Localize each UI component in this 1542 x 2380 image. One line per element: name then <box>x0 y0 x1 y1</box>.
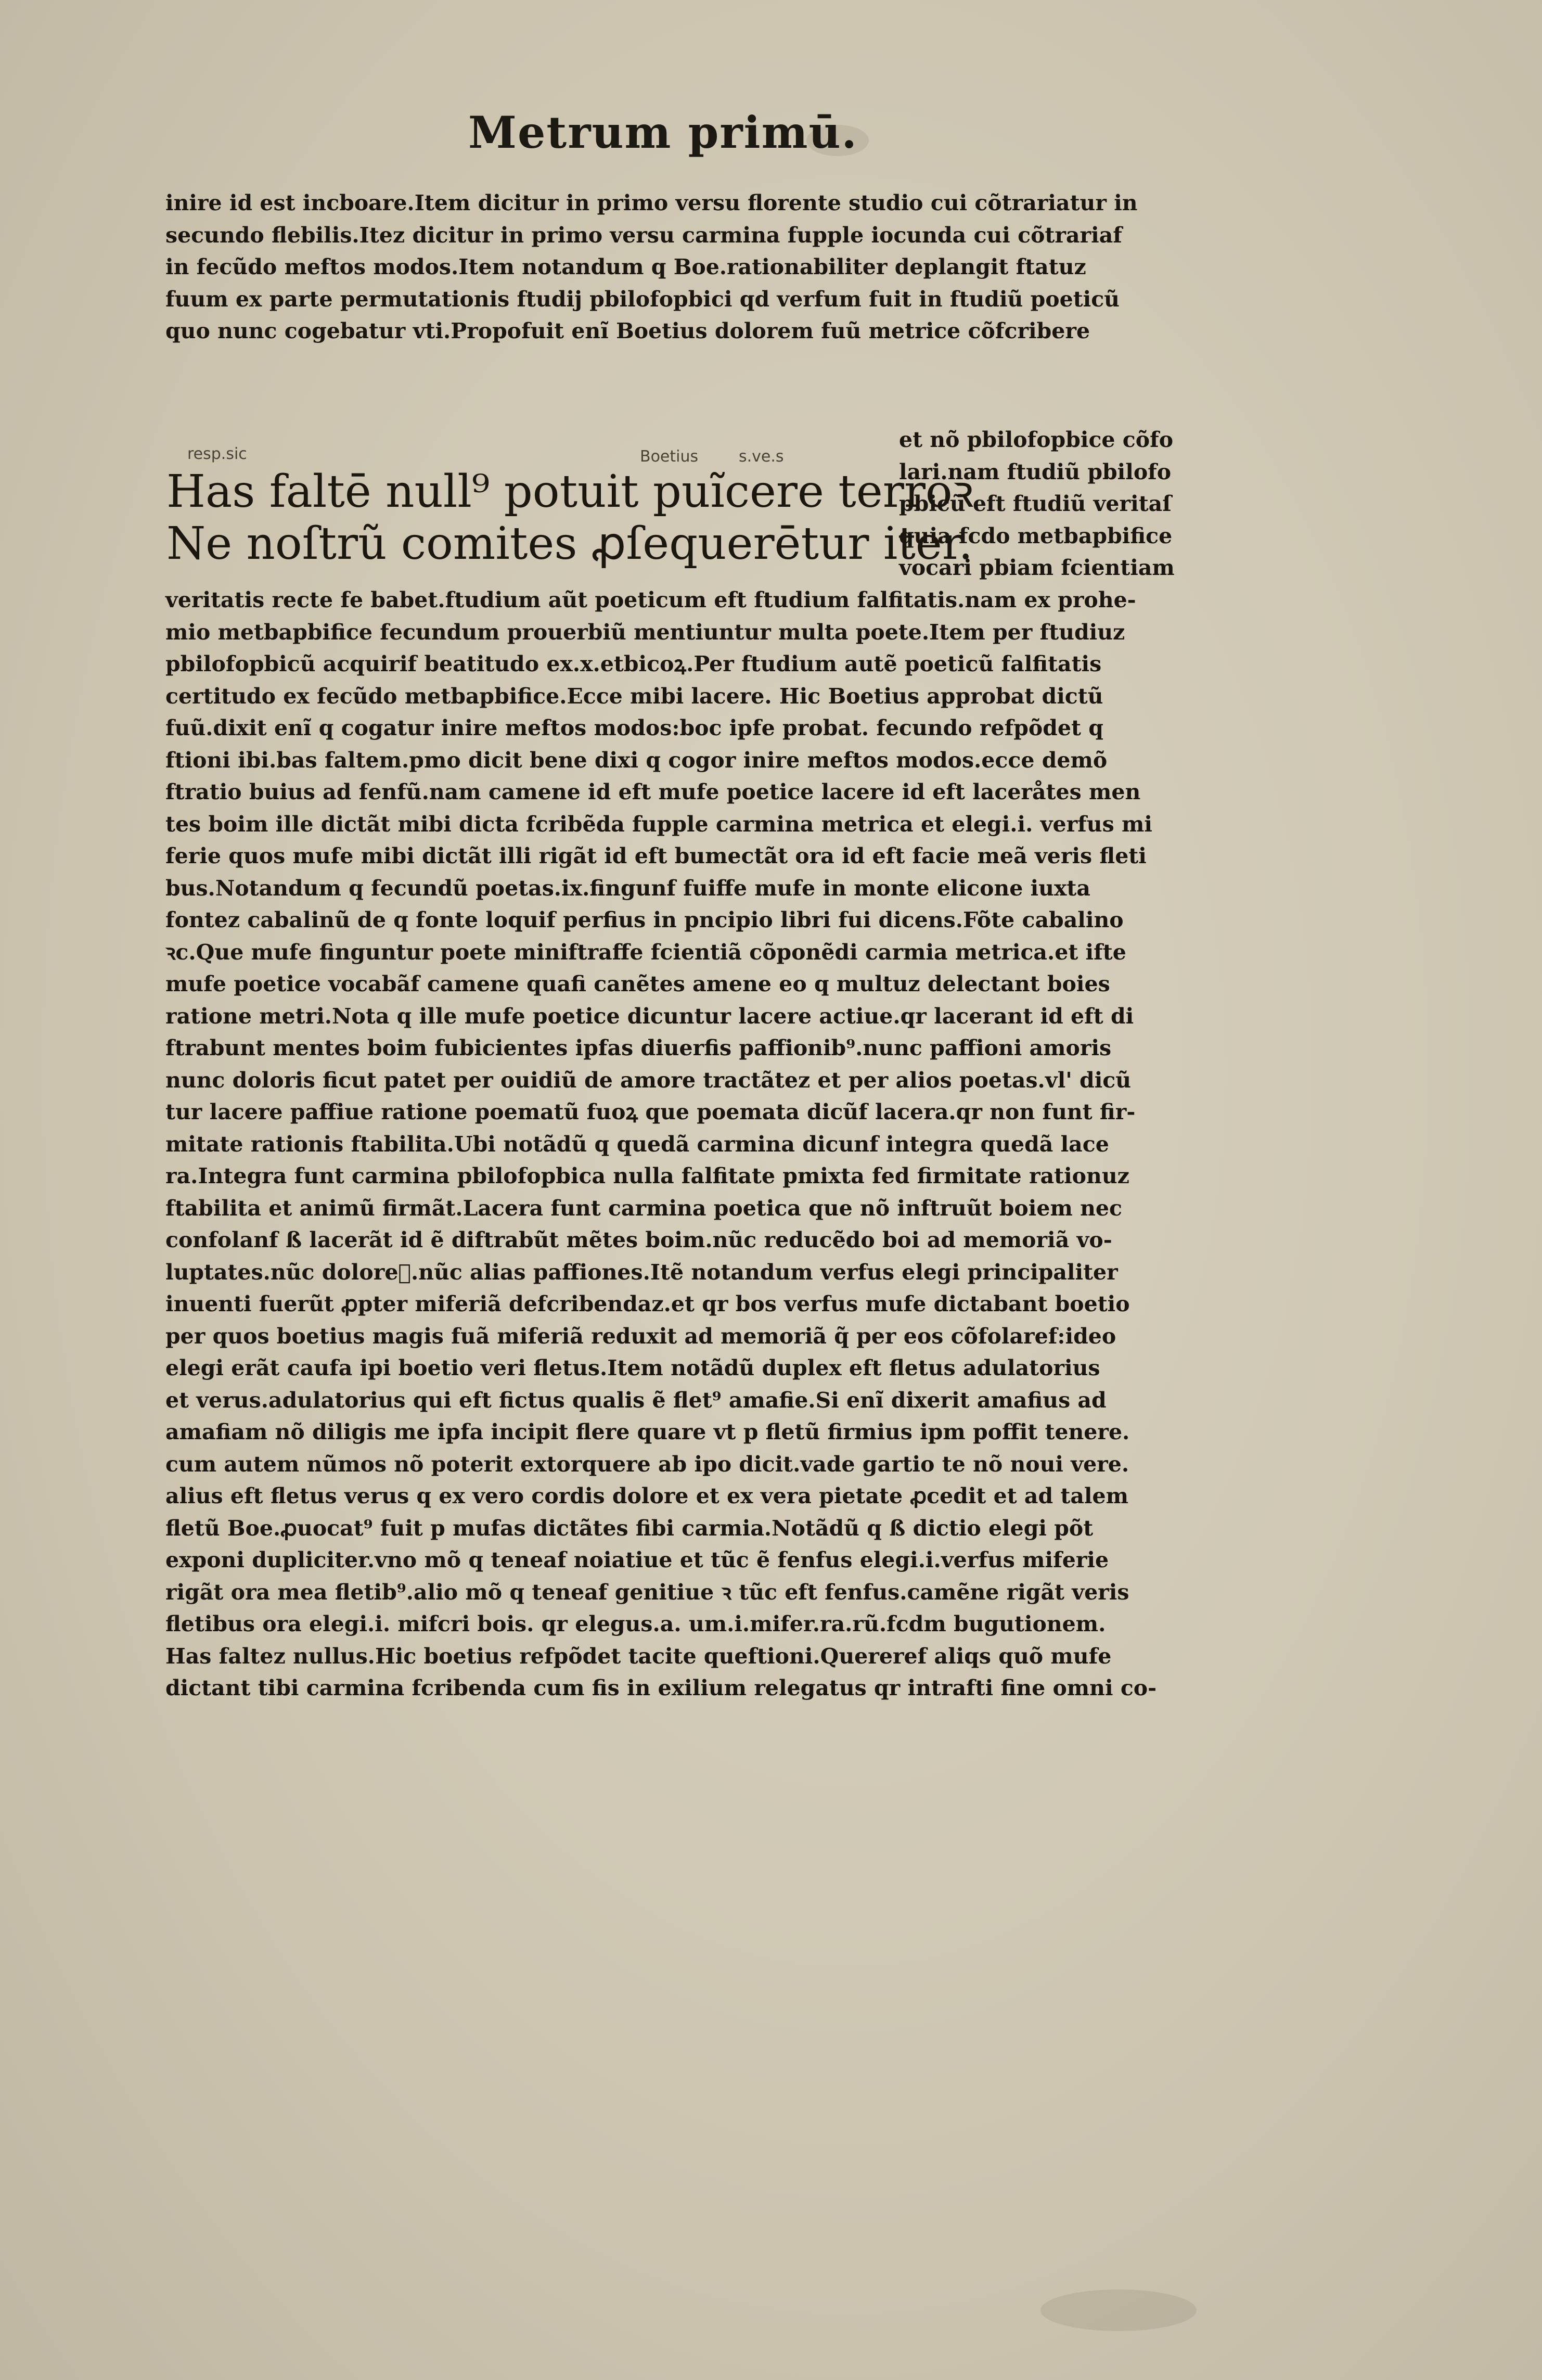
text-line: dictant tibi carmina fcribenda cum fis in exilium relegatus qr intrafti fine omni co- <box>165 1675 1157 1700</box>
text-line: mufe poetice vocabãf camene quafi canẽtes amene eo q multuz delectant boies <box>165 971 1110 996</box>
text-line: bus.Notandum q fecundũ poetas.ix.fingunf fuiffe mufe in monte elicone iuxta <box>165 875 1090 901</box>
text-line: elegi erãt caufa ipi boetio veri fletus.Item notãdũ duplex eft fletus adulatorius <box>165 1355 1100 1380</box>
verse-line: Ne noſtrũ comites ꝓſequerētur iter. <box>166 518 973 570</box>
interlinear-gloss: Boetius <box>640 447 699 466</box>
text-line: per quos boetius magis fuã miferiã reduxit ad memoriã q̃ per eos cõfolaref:ideo <box>165 1323 1116 1349</box>
text-line: luptates.nũc doloreᷓ.nũc alias paffiones.Itẽ notandum verfus elegi principaliter <box>165 1259 1118 1285</box>
text-line: ftioni ibi.bas faltem.pmo dicit bene dixi q cogor inire meftos modos.ecce demõ <box>165 747 1108 773</box>
text-line: fletibus ora elegi.i. mifcri bois. qr elegus.a. um.i.mifer.ra.rũ.fcdm bugutionem. <box>165 1611 1106 1636</box>
text-line: tes boim ille dictãt mibi dicta fcribẽda fupple carmina metrica et elegi.i. verfus mi <box>165 811 1152 837</box>
text-line: exponi dupliciter.vno mõ q teneaf noiatiue et tũc ẽ fenfus elegi.i.verfus miferie <box>165 1547 1109 1572</box>
text-line: fontez cabalinũ de q fonte loquif perfius in pncipio libri fui dicens.Fõte cabalino <box>165 907 1124 932</box>
interlinear-gloss: s.ve.s <box>739 447 784 466</box>
text-line: in fecũdo meftos modos.Item notandum q Boe.rationabiliter deplangit ftatuz <box>165 254 1086 279</box>
text-line: ftratio buius ad fenfũ.nam camene id eft mufe poetice lacere id eft laceråtes men <box>165 779 1141 804</box>
commentary-bottom <box>165 584 1237 1705</box>
text-line: inuenti fuerũt ꝓpter miferiã defcribendaz.et qr bos verfus mufe dictabant boetio <box>165 1291 1130 1316</box>
text-line: Has faltez nullus.Hic boetius refpõdet tacite queftioni.Quereref aliqs quõ mufe <box>165 1643 1112 1669</box>
text-line: pbilofopbicũ acquirif beatitudo ex.x.etbicoꝝ.Per ftudium autẽ poeticũ falfitatis <box>165 651 1102 676</box>
text-line: tur lacere paffiue ratione poematũ fuoꝝ que poemata dicũf lacera.qr non funt fir- <box>165 1099 1136 1124</box>
text-line: nunc doloris ficut patet per ouidiũ de amore tractãtez et per alios poetas.vl' dicũ <box>165 1067 1132 1093</box>
interlinear-gloss: resp.sic <box>187 445 247 463</box>
ink-smudge <box>1040 2289 1197 2331</box>
text-line: ftrabunt mentes boim fubicientes ipfas diuerfis paffionib⁹.nunc paffioni amoris <box>165 1035 1112 1060</box>
text-line: fuum ex parte permutationis ftudij pbilofopbici qd verfum fuit in ftudiũ poeticũ <box>165 286 1120 312</box>
text-line: vocari pbiam fcientiam <box>899 555 1175 580</box>
text-line: cum autem nũmos nõ poterit extorquere ab ipo dicit.vade gartio te nõ noui vere. <box>165 1451 1129 1477</box>
text-line: quia fcdo metbapbifice <box>899 523 1173 548</box>
text-line: ꝛc.Que mufe finguntur poete miniftraffe fcientiã cõponẽdi carmia metrica.et ifte <box>165 939 1126 965</box>
text-line: ra.Integra funt carmina pbilofopbica nulla falfitate pmixta fed firmitate rationuz <box>165 1163 1129 1188</box>
text-line: ftabilita et animũ firmãt.Lacera funt carmina poetica que nõ inftruũt boiem nec <box>165 1195 1122 1221</box>
text-line: certitudo ex fecũdo metbapbifice.Ecce mibi lacere. Hic Boetius approbat dictũ <box>165 683 1103 709</box>
text-line: quo nunc cogebatur vti.Propofuit enĩ Boetius dolorem fuũ metrice cõfcribere <box>165 318 1090 343</box>
verse-lemma <box>166 466 974 570</box>
text-line: ferie quos mufe mibi dictãt illi rigãt id eft bumectãt ora id eft facie meã veris fleti <box>165 843 1147 868</box>
verse-line: Has faltē null⁹ potuit puĩcere terroꝛ <box>166 466 974 518</box>
text-line: amafiam nõ diligis me ipfa incipit flere quare vt p fletũ firmius ipm poffit tenere. <box>165 1419 1130 1444</box>
text-line: fletũ Boe.ꝓuocat⁹ fuit p mufas dictãtes fibi carmia.Notãdũ q ß dictio elegi põt <box>165 1515 1094 1541</box>
commentary-side <box>899 424 1258 584</box>
text-line: rigãt ora mea fletib⁹.alio mõ q teneaf genitiue ꝛ tũc eft fenfus.camẽne rigãt veris <box>165 1579 1129 1605</box>
text-line: mitate rationis ftabilita.Ubi notãdũ q quedã carmina dicunf integra quedã lace <box>165 1131 1109 1157</box>
text-line: pbicũ eft ftudiũ veritaſ <box>899 491 1172 516</box>
text-line: mio metbapbifice fecundum prouerbiũ mentiuntur multa poete.Item per ftudiuz <box>165 619 1125 645</box>
text-line: ratione metri.Nota q ille mufe poetice dicuntur lacere actiue.qr lacerant id eft di <box>165 1003 1134 1029</box>
text-line: et nõ pbilofopbice cõfo <box>899 427 1174 452</box>
text-line: et verus.adulatorius qui eft fictus qualis ẽ flet⁹ amafie.Si enĩ dixerit amafius ad <box>165 1387 1107 1413</box>
text-line: lari.nam ftudiũ pbilofo <box>899 459 1172 484</box>
text-line: fuũ.dixit enĩ q cogatur inire meftos modos:boc ipfe probat. fecundo refpõdet q <box>165 715 1103 740</box>
commentary-top <box>165 187 1237 348</box>
text-line: inire id est incboare.Item dicitur in primo versu florente studio cui cõtrariatur in <box>165 190 1138 215</box>
page-title: Metrum primū. <box>468 107 858 158</box>
text-line: alius eft fletus verus q ex vero cordis dolore et ex vera pietate ꝓcedit et ad talem <box>165 1483 1128 1508</box>
text-line: veritatis recte fe babet.ftudium aũt poeticum eft ftudium falfitatis.nam ex prohe- <box>165 587 1136 612</box>
text-line: confolanf ß lacerãt id ẽ diftrabũt mẽtes boim.nũc reducẽdo boi ad memoriã vo- <box>165 1227 1112 1252</box>
text-line: secundo flebilis.Itez dicitur in primo versu carmina fupple iocunda cui cõtrariaf <box>165 222 1122 248</box>
